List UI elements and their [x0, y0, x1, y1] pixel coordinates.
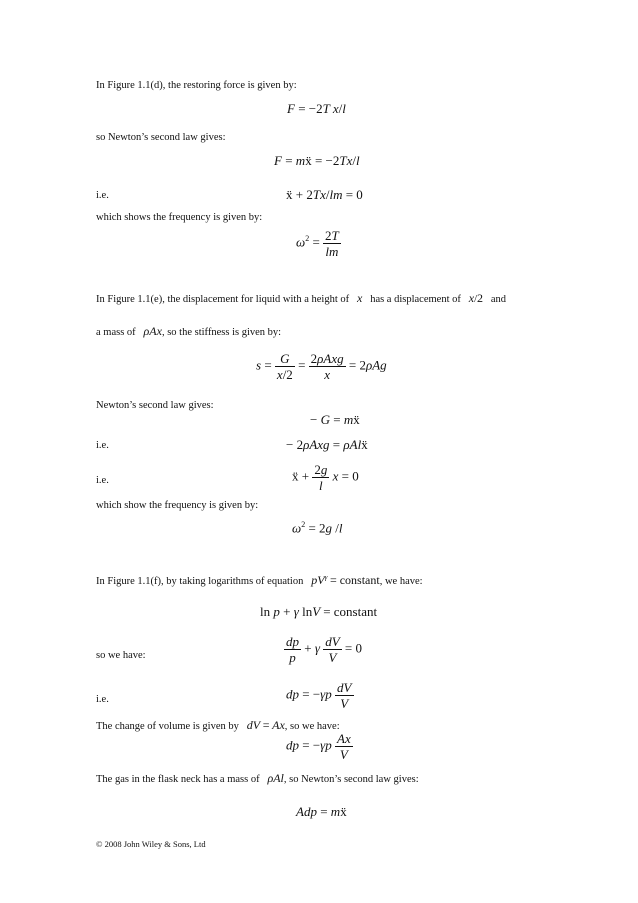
equation-newton-2: − G = mẍ: [310, 412, 360, 427]
equation-stiffness: s = $\frac{G}{x/2}$ = $\frac{\text{2ρAxg}}{x}$ = 2ρAg: [256, 351, 387, 382]
equation-motion-2: ẍ + $\frac{2g}{l}$ x = 0: [292, 462, 359, 493]
equation-restoring-force: F = −2T x/l: [287, 101, 346, 116]
text-ie: i.e.: [96, 694, 109, 705]
text-line: a mass of ρAx, so the stiffness is given by:: [96, 324, 282, 338]
text-ie: i.e.: [96, 440, 109, 451]
text-ie: i.e.: [96, 475, 109, 486]
text-line: The change of volume is given by dV = Ax, so we have:: [96, 718, 340, 732]
equation-log: ln p + γ lnV = constant: [260, 604, 378, 619]
text-line: which shows the frequency is given by:: [96, 212, 263, 223]
copyright-footer: © 2008 John Wiley & Sons, Ltd: [96, 839, 206, 849]
equation-liquid: − 2ρAxg = ρAlẍ: [286, 437, 368, 452]
text-line: In Figure 1.1(e), the displacement for liquid with a height of x has a displacement of x/2 and: [96, 291, 507, 305]
text-line: Newton’s second law gives:: [96, 400, 214, 411]
equation-frequency-1: $\omega^2$ = $\frac{2T}{lm}$: [296, 228, 339, 259]
text-ie: i.e.: [96, 190, 109, 201]
equation-newton: F = mẍ = −2Tx/l: [274, 153, 360, 168]
equation-differential: $\frac{dp}{p}$ + γ $\frac{dV}{V}$ = 0: [286, 634, 363, 665]
text-line: In Figure 1.1(f), by taking logarithms of equation $pV^\gamma$ = constant, we have:: [96, 573, 423, 587]
text-line: which show the frequency is given by:: [96, 500, 259, 511]
text-line: so we have:: [96, 650, 146, 661]
text-line: The gas in the flask neck has a mass of ρAl, so Newton’s second law gives:: [96, 771, 419, 785]
equation-dp: dp = −γp $\frac{dV}{V}$: [286, 680, 352, 711]
equation-frequency-2: $\omega^2 = 2g$ /l: [292, 520, 343, 536]
text-line: so Newton’s second law gives:: [96, 132, 226, 143]
equation-newton-3: Adp = mẍ: [296, 804, 347, 819]
equation-dp-2: dp = −γp $\frac{Ax}{V}$: [286, 731, 351, 762]
equation-motion: ẍ + 2Tx/lm = 0: [286, 187, 363, 202]
text-line: In Figure 1.1(d), the restoring force is given by:: [96, 80, 297, 91]
